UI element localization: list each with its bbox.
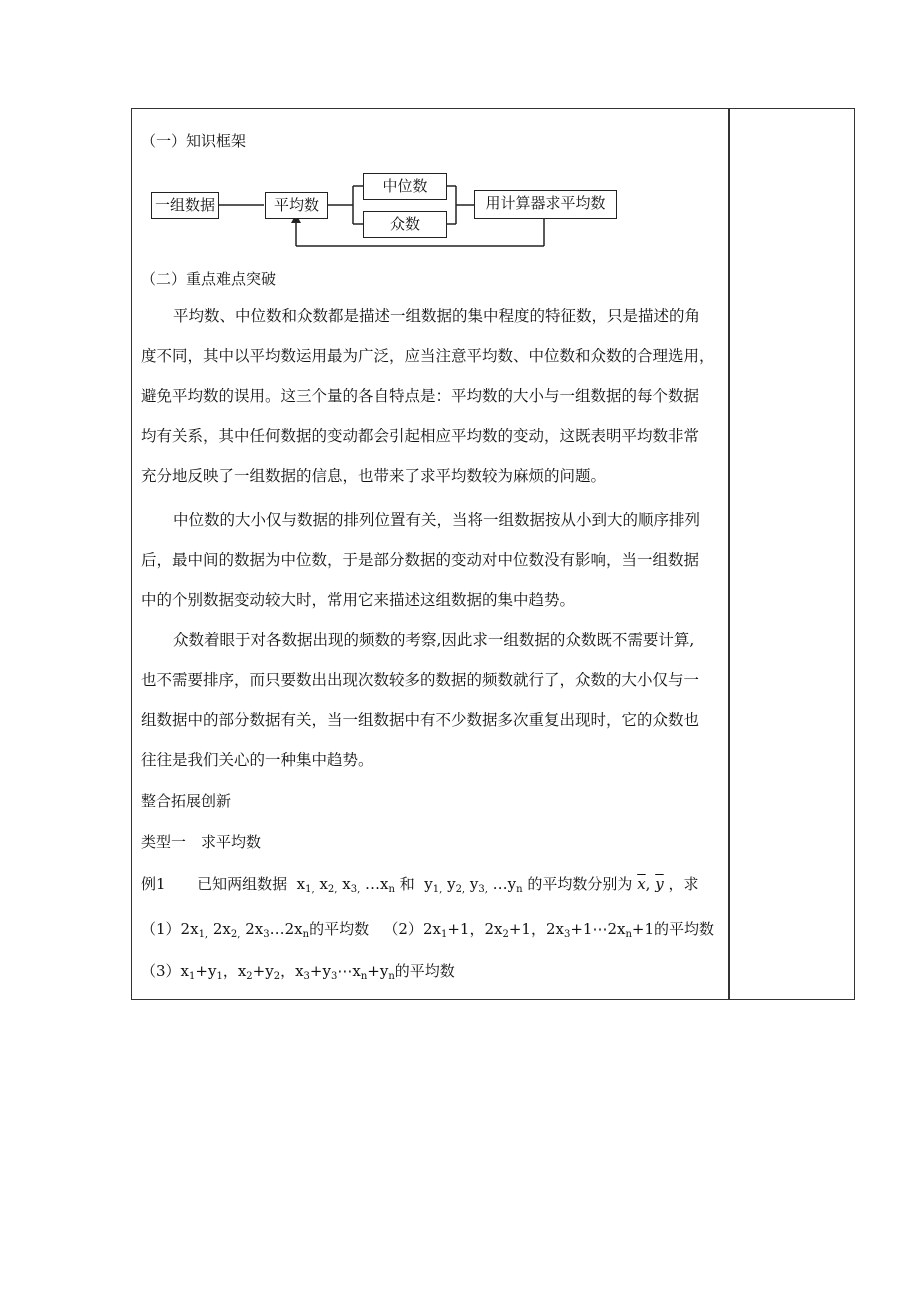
question2-prefix: （2） (383, 920, 423, 938)
para3-line: 组数据中的部分数据有关，当一组数据中有不少数据多次重复出现时，它的众数也 (141, 711, 700, 729)
box-mean: 平均数 (265, 192, 328, 219)
paragraph-median (141, 500, 721, 620)
x-bar: $\overline{x}$ (637, 875, 646, 893)
example1-text-d: ，求 (668, 875, 699, 893)
para2-line: 后，最中间的数据为中位数，于是部分数据的变动对中位数没有影响，当一组数据 (141, 551, 700, 569)
questions-line-2 (141, 962, 455, 986)
para2-line: 中位数的大小仅与数据的排列位置有关，当将一组数据按从小到大的顺序排列 (173, 511, 701, 529)
para1-line: 均有关系，其中任何数据的变动都会引起相应平均数的变动，这既表明平均数非常 (141, 427, 700, 445)
example1-line: 例1 已知两组数据 $x_{1,}$ $x_{2,}$ $x_{3,}$ $\dots x_n$ 和 $y_{1,}$ $y_{2,}$ $y_{3,}$ $\dots y_n$ 的平均数分别为 $\overline{x}$, $\overline{y}$ ，求 (141, 875, 699, 895)
para3-line: 往往是我们关心的一种集中趋势。 (141, 751, 374, 769)
question3-prefix: （3） (141, 962, 181, 980)
example1-text-a: 已知两组数据 (197, 875, 288, 893)
box-median: 中位数 (363, 173, 447, 200)
para3-line: 众数着眼于对各数据出现的频数的考察,因此求一组数据的众数既不需要计算, (173, 631, 695, 649)
type1-title: 类型一 求平均数 (141, 833, 262, 851)
questions-line-1 (141, 920, 714, 944)
question1-prefix: （1） (141, 920, 181, 938)
question3-suffix: 的平均数 (394, 962, 455, 980)
section1-title: （一）知识框架 (141, 132, 247, 150)
x-sequence: $x_{1,}$ $x_{2,}$ $x_{3,}$ $\dots x_n$ (291, 875, 395, 895)
question2-expr: $2x_1+1$，$2x_2+1$，$2x_3+1\cdots 2x_n+1$ (422, 920, 655, 940)
question3-expr: $x_1+y_1$，$x_2+y_2$，$x_3+y_3\cdots x_n+y_n$ (180, 962, 395, 982)
para2-line: 中的个别数据变动较大时，常用它来描述这组数据的集中趋势。 (141, 591, 576, 609)
question2-suffix: 的平均数 (654, 920, 715, 938)
section2-title: （二）重点难点突破 (141, 270, 277, 288)
para1-line: 避免平均数的误用。这三个量的各自特点是：平均数的大小与一组数据的每个数据 (141, 387, 700, 405)
para3-line: 也不需要排序，而只要数出出现次数较多的数据的频数就行了，众数的大小仅与一 (141, 671, 700, 689)
side-column-divider (728, 108, 730, 1000)
paragraph-mode (141, 620, 721, 780)
para1-line: 度不同，其中以平均数运用最为广泛，应当注意平均数、中位数和众数的合理选用， (141, 347, 715, 365)
box-calculator-mean: 用计算器求平均数 (474, 190, 617, 219)
box-data-group: 一组数据 (151, 192, 219, 219)
example1-text-b: 和 (399, 875, 415, 893)
para1-line: 平均数、中位数和众数都是描述一组数据的集中程度的特征数，只是描述的角 (173, 307, 701, 325)
y-bar: $\overline{y}$ (655, 875, 664, 893)
box-mode: 众数 (363, 211, 447, 238)
para1-line: 充分地反映了一组数据的信息，也带来了求平均数较为麻烦的问题。 (141, 467, 607, 485)
question1-suffix: 的平均数 (309, 920, 370, 938)
paragraph-mean (141, 296, 721, 496)
example1-text-c: 的平均数分别为 (527, 875, 633, 893)
example1-label: 例1 (141, 875, 166, 893)
y-sequence: $y_{1,}$ $y_{2,}$ $y_{3,}$ $\dots y_n$ (419, 875, 523, 895)
knowledge-framework-diagram (141, 168, 646, 253)
question1-expr: $2x_{1,}$ $2x_{2,}$ $2x_3\dots 2x_n$ (180, 920, 310, 940)
section3-title: 整合拓展创新 (141, 792, 232, 810)
